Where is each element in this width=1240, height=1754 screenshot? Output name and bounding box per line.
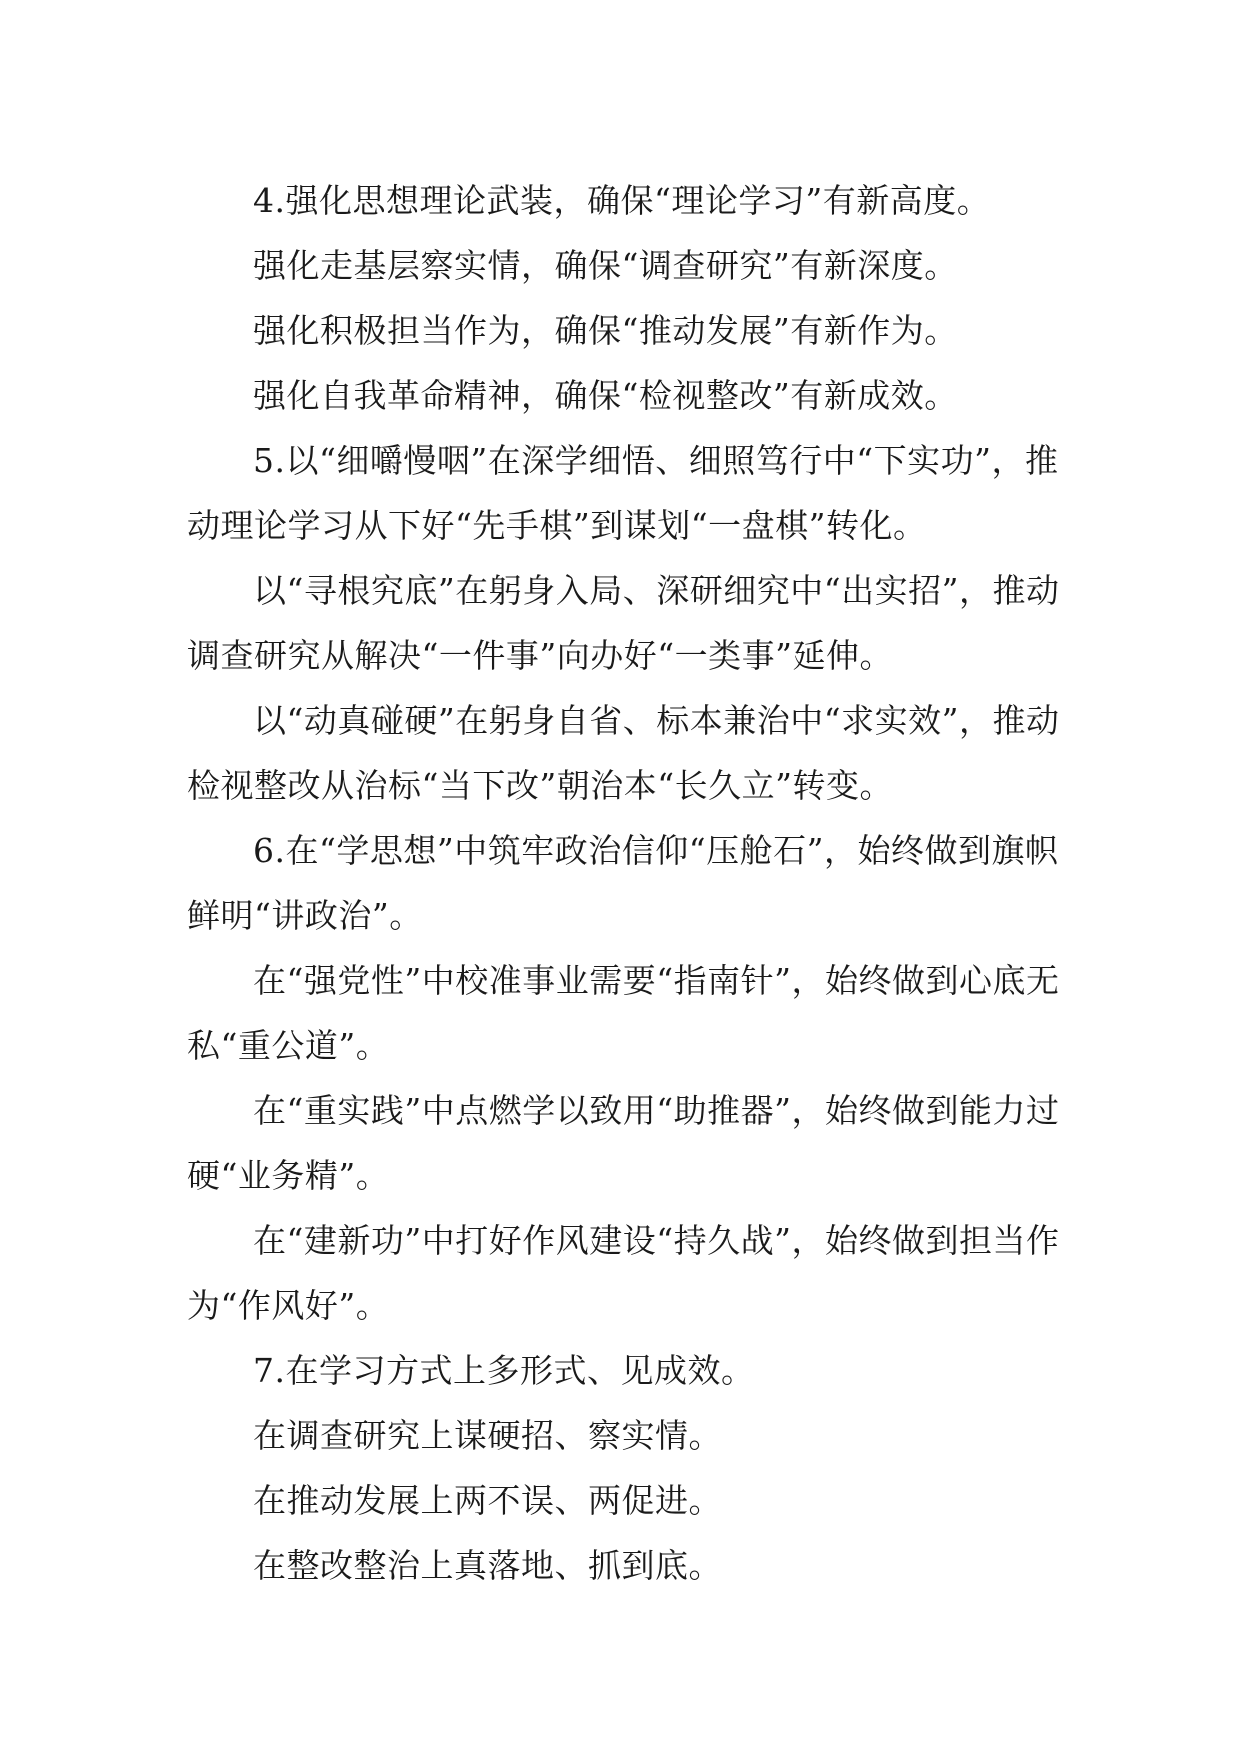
paragraph: 在整改整治上真落地、抓到底。 [253,1546,722,1585]
paragraph: 7.在学习方式上多形式、见成效。 [253,1351,755,1390]
paragraph: 在“建新功”中打好作风建设“持久战”，始终做到担当作为“作风好”。 [187,1221,1060,1325]
paragraph: 强化走基层察实情，确保“调查研究”有新深度。 [253,246,958,285]
paragraph: 在“重实践”中点燃学以致用“助推器”，始终做到能力过硬“业务精”。 [187,1091,1060,1195]
paragraph: 以“动真碰硬”在躬身自省、标本兼治中“求实效”，推动检视整改从治标“当下改”朝治本“长久立”转变。 [187,701,1060,805]
paragraph: 在推动发展上两不误、两促进。 [253,1481,722,1520]
paragraph: 4.强化思想理论武装，确保“理论学习”有新高度。 [253,181,991,220]
paragraph: 6.在“学思想”中筑牢政治信仰“压舱石”，始终做到旗帜鲜明“讲政治”。 [187,831,1059,935]
paragraph: 在“强党性”中校准事业需要“指南针”，始终做到心底无私“重公道”。 [187,961,1060,1065]
paragraph: 5.以“细嚼慢咽”在深学细悟、细照笃行中“下实功”，推动理论学习从下好“先手棋”到谋划“一盘棋”转化。 [187,441,1059,545]
paragraph: 强化自我革命精神，确保“检视整改”有新成效。 [253,376,958,415]
paragraph: 强化积极担当作为，确保“推动发展”有新作为。 [253,311,958,350]
paragraph: 在调查研究上谋硬招、察实情。 [253,1416,722,1455]
paragraph: 以“寻根究底”在躬身入局、深研细究中“出实招”，推动调查研究从解决“一件事”向办好“一类事”延伸。 [187,571,1060,675]
document-body [187,168,1067,1598]
